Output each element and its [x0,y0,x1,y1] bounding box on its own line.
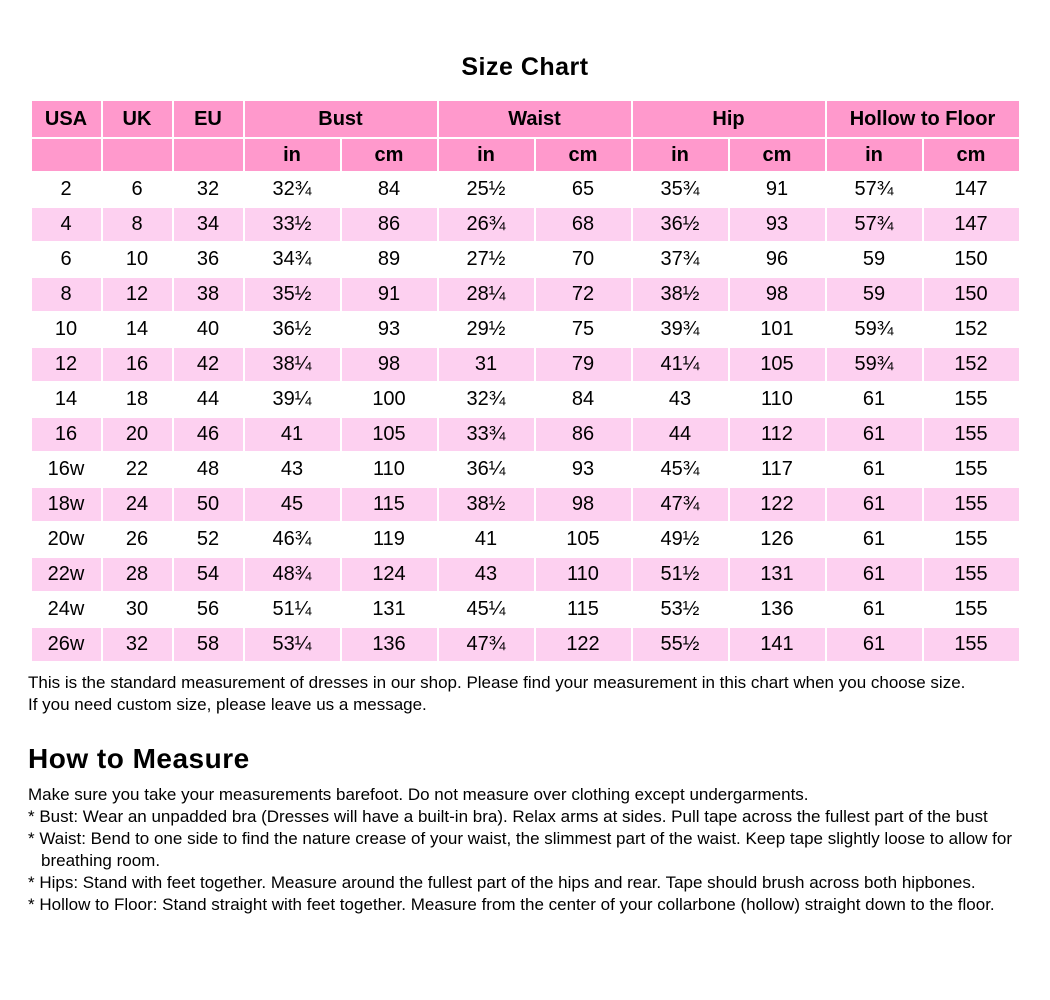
table-cell: 93 [536,453,631,486]
table-cell: 33¾ [439,418,534,451]
table-cell: 155 [924,488,1019,521]
table-cell: 14 [103,313,172,346]
table-cell: 24w [32,593,101,626]
table-cell: 131 [730,558,825,591]
table-cell: 101 [730,313,825,346]
table-cell: 112 [730,418,825,451]
table-cell: 38½ [633,278,728,311]
table-cell: 91 [342,278,437,311]
table-cell: 41 [245,418,340,451]
column-group-header: Hip [633,101,825,137]
table-cell: 155 [924,453,1019,486]
table-cell: 117 [730,453,825,486]
table-cell: 41¼ [633,348,728,381]
unit-header-cell: in [633,139,728,171]
table-cell: 53¼ [245,628,340,661]
table-cell: 115 [536,593,631,626]
table-cell: 34 [174,208,243,241]
size-table-head [32,101,1019,171]
measure-intro: Make sure you take your measurements barefoot. Do not measure over clothing except undergarments. [28,785,809,804]
table-cell: 152 [924,348,1019,381]
table-cell: 31 [439,348,534,381]
table-cell: 84 [536,383,631,416]
table-cell: 16w [32,453,101,486]
table-cell: 72 [536,278,631,311]
how-to-measure-heading: How to Measure [28,743,250,774]
measure-item-waist: * Waist: Bend to one side to find the nature crease of your waist, the slimmest part of the waist. Keep tape slightly loose to allow for breathing room. [28,829,1012,870]
table-cell: 91 [730,173,825,206]
table-cell: 155 [924,628,1019,661]
table-cell: 4 [32,208,101,241]
table-cell: 27½ [439,243,534,276]
table-cell: 61 [827,383,922,416]
table-cell: 32¾ [439,383,534,416]
table-cell: 16 [32,418,101,451]
table-cell: 136 [342,628,437,661]
table-cell: 22 [103,453,172,486]
table-cell: 155 [924,383,1019,416]
table-cell: 141 [730,628,825,661]
table-row [32,348,1019,381]
table-cell: 147 [924,208,1019,241]
table-cell: 25½ [439,173,534,206]
table-cell: 152 [924,313,1019,346]
table-cell: 61 [827,418,922,451]
table-cell: 51½ [633,558,728,591]
empty-header-cell [174,139,243,171]
page-title: Size Chart [461,53,589,81]
table-cell: 61 [827,593,922,626]
table-cell: 40 [174,313,243,346]
table-cell: 45¼ [439,593,534,626]
table-cell: 56 [174,593,243,626]
table-cell: 52 [174,523,243,556]
table-cell: 30 [103,593,172,626]
table-cell: 6 [103,173,172,206]
table-cell: 46¾ [245,523,340,556]
table-cell: 53½ [633,593,728,626]
table-cell: 20 [103,418,172,451]
table-cell: 100 [342,383,437,416]
table-cell: 6 [32,243,101,276]
measure-item-bust: * Bust: Wear an unpadded bra (Dresses will have a built-in bra). Relax arms at sides. Pull tape across the fullest part of the bust [28,807,988,826]
table-cell: 26w [32,628,101,661]
column-group-header: Waist [439,101,631,137]
table-cell: 51¼ [245,593,340,626]
table-cell: 33½ [245,208,340,241]
table-cell: 75 [536,313,631,346]
note-line-1: This is the standard measurement of dresses in our shop. Please find your measurement in this chart when you choose size. [28,673,966,692]
table-cell: 24 [103,488,172,521]
table-row [32,488,1019,521]
unit-header-row [32,139,1019,171]
table-cell: 59¾ [827,313,922,346]
table-cell: 105 [536,523,631,556]
table-cell: 61 [827,628,922,661]
table-cell: 12 [103,278,172,311]
table-cell: 28¼ [439,278,534,311]
table-cell: 150 [924,243,1019,276]
column-group-header: Bust [245,101,437,137]
column-group-header: UK [103,101,172,137]
table-cell: 119 [342,523,437,556]
table-cell: 98 [342,348,437,381]
table-cell: 50 [174,488,243,521]
table-cell: 46 [174,418,243,451]
table-cell: 45 [245,488,340,521]
table-cell: 115 [342,488,437,521]
table-cell: 57¾ [827,173,922,206]
table-cell: 55½ [633,628,728,661]
note-line-2: If you need custom size, please leave us a message. [28,695,427,714]
table-cell: 58 [174,628,243,661]
table-cell: 124 [342,558,437,591]
table-cell: 105 [342,418,437,451]
table-cell: 14 [32,383,101,416]
table-cell: 45¾ [633,453,728,486]
table-cell: 18w [32,488,101,521]
table-cell: 49½ [633,523,728,556]
group-header-row [32,101,1019,137]
unit-header-cell: cm [730,139,825,171]
table-cell: 70 [536,243,631,276]
table-cell: 12 [32,348,101,381]
table-cell: 68 [536,208,631,241]
table-cell: 44 [174,383,243,416]
table-cell: 32¾ [245,173,340,206]
size-table [30,99,1021,663]
table-cell: 10 [32,313,101,346]
table-cell: 29½ [439,313,534,346]
table-row [32,383,1019,416]
table-cell: 47¾ [633,488,728,521]
table-cell: 42 [174,348,243,381]
table-cell: 61 [827,558,922,591]
table-cell: 34¾ [245,243,340,276]
table-cell: 110 [536,558,631,591]
standard-measurement-note [28,672,1022,716]
table-cell: 59¾ [827,348,922,381]
table-cell: 57¾ [827,208,922,241]
table-cell: 43 [439,558,534,591]
table-cell: 105 [730,348,825,381]
unit-header-cell: in [439,139,534,171]
table-cell: 61 [827,488,922,521]
table-cell: 79 [536,348,631,381]
table-cell: 28 [103,558,172,591]
table-cell: 155 [924,523,1019,556]
table-cell: 43 [245,453,340,486]
table-cell: 155 [924,418,1019,451]
table-cell: 84 [342,173,437,206]
unit-header-cell: cm [536,139,631,171]
table-cell: 41 [439,523,534,556]
table-cell: 98 [536,488,631,521]
table-cell: 155 [924,593,1019,626]
table-cell: 8 [103,208,172,241]
table-row [32,243,1019,276]
table-cell: 8 [32,278,101,311]
table-cell: 126 [730,523,825,556]
table-cell: 36½ [245,313,340,346]
column-group-header: USA [32,101,101,137]
table-row [32,418,1019,451]
table-cell: 61 [827,523,922,556]
table-cell: 98 [730,278,825,311]
table-cell: 44 [633,418,728,451]
table-cell: 39¾ [633,313,728,346]
table-cell: 89 [342,243,437,276]
table-row [32,453,1019,486]
table-cell: 150 [924,278,1019,311]
table-row [32,313,1019,346]
table-cell: 20w [32,523,101,556]
table-cell: 47¾ [439,628,534,661]
table-cell: 93 [730,208,825,241]
table-cell: 36¼ [439,453,534,486]
table-cell: 131 [342,593,437,626]
table-row [32,558,1019,591]
table-cell: 18 [103,383,172,416]
size-table-body [32,173,1019,661]
table-cell: 110 [730,383,825,416]
table-row [32,173,1019,206]
table-cell: 147 [924,173,1019,206]
table-cell: 54 [174,558,243,591]
table-cell: 59 [827,278,922,311]
measure-item-hollow-to-floor: * Hollow to Floor: Stand straight with feet together. Measure from the center of your collarbone (hollow) straight down to the floor. [28,895,995,914]
table-cell: 36 [174,243,243,276]
table-cell: 48 [174,453,243,486]
table-cell: 61 [827,453,922,486]
empty-header-cell [32,139,101,171]
unit-header-cell: cm [342,139,437,171]
table-cell: 10 [103,243,172,276]
table-cell: 22w [32,558,101,591]
table-cell: 96 [730,243,825,276]
table-cell: 86 [342,208,437,241]
table-cell: 38¼ [245,348,340,381]
table-cell: 39¼ [245,383,340,416]
measure-item-hips: * Hips: Stand with feet together. Measure around the fullest part of the hips and rear. Tape should brush across both hipbones. [28,873,976,892]
table-cell: 2 [32,173,101,206]
table-cell: 35¾ [633,173,728,206]
table-row [32,208,1019,241]
table-cell: 59 [827,243,922,276]
empty-header-cell [103,139,172,171]
table-cell: 38½ [439,488,534,521]
table-cell: 93 [342,313,437,346]
table-cell: 26¾ [439,208,534,241]
table-cell: 32 [174,173,243,206]
table-row [32,628,1019,661]
table-cell: 43 [633,383,728,416]
table-cell: 136 [730,593,825,626]
table-row [32,593,1019,626]
table-cell: 122 [730,488,825,521]
unit-header-cell: cm [924,139,1019,171]
table-cell: 16 [103,348,172,381]
unit-header-cell: in [245,139,340,171]
how-to-measure-section [28,784,1022,916]
table-cell: 110 [342,453,437,486]
table-cell: 155 [924,558,1019,591]
table-cell: 65 [536,173,631,206]
table-cell: 122 [536,628,631,661]
table-cell: 26 [103,523,172,556]
unit-header-cell: in [827,139,922,171]
table-cell: 32 [103,628,172,661]
table-cell: 36½ [633,208,728,241]
table-row [32,278,1019,311]
table-cell: 48¾ [245,558,340,591]
table-row [32,523,1019,556]
table-cell: 37¾ [633,243,728,276]
column-group-header: EU [174,101,243,137]
column-group-header: Hollow to Floor [827,101,1019,137]
table-cell: 86 [536,418,631,451]
table-cell: 38 [174,278,243,311]
table-cell: 35½ [245,278,340,311]
